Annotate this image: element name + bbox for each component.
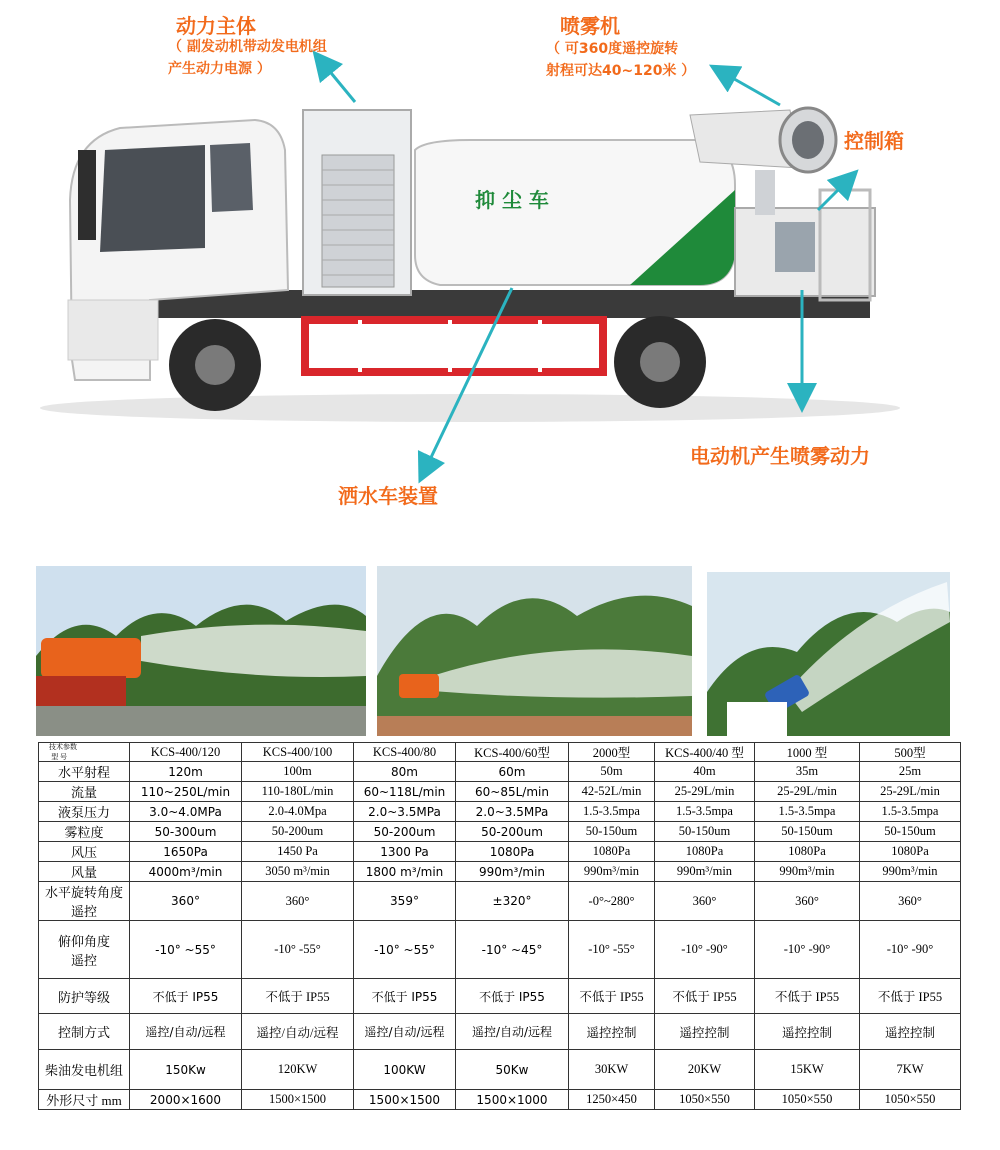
photo-fog-cannon-3 xyxy=(707,572,950,736)
table-cell: 990m³/min xyxy=(860,862,961,882)
table-cell: 不低于 IP55 xyxy=(354,979,456,1014)
table-cell: 50-300um xyxy=(130,822,242,842)
table-cell: 1800 m³/min xyxy=(354,862,456,882)
table-cell: 360° xyxy=(242,882,354,921)
table-cell: 不低于 IP55 xyxy=(860,979,961,1014)
table-cell: 25-29L/min xyxy=(860,782,961,802)
table-cell: 50-150um xyxy=(569,822,655,842)
row-label: 外形尺寸 mm xyxy=(39,1090,130,1110)
table-cell: 100KW xyxy=(354,1050,456,1090)
table-cell: 150Kw xyxy=(130,1050,242,1090)
model-header: KCS-400/60型 xyxy=(456,743,569,762)
table-cell: 不低于 IP55 xyxy=(242,979,354,1014)
table-cell: 遥控/自动/远程 xyxy=(130,1014,242,1050)
table-cell: 50m xyxy=(569,762,655,782)
table-cell: 1500×1000 xyxy=(456,1090,569,1110)
table-cell: 1.5-3.5mpa xyxy=(655,802,755,822)
table-cell: 80m xyxy=(354,762,456,782)
model-header: KCS-400/100 xyxy=(242,743,354,762)
callout-power-title: 动力主体 xyxy=(176,14,256,38)
table-cell: 360° xyxy=(655,882,755,921)
table-cell: 110~250L/min xyxy=(130,782,242,802)
table-cell: 40m xyxy=(655,762,755,782)
table-cell: 2.0~3.5MPa xyxy=(354,802,456,822)
table-cell: ±320° xyxy=(456,882,569,921)
table-cell: 100m xyxy=(242,762,354,782)
row-label: 柴油发电机组 xyxy=(39,1050,130,1090)
callout-power-desc-1: （ 副发动机带动发电机组 xyxy=(168,39,327,55)
table-cell: 1500×1500 xyxy=(242,1090,354,1110)
table-cell: 50Kw xyxy=(456,1050,569,1090)
table-cell: 360° xyxy=(755,882,860,921)
table-cell: -10° ~55° xyxy=(130,921,242,979)
callout-motor: 电动机产生喷雾动力 xyxy=(690,444,870,468)
arrow-power xyxy=(322,62,355,102)
model-header: KCS-400/80 xyxy=(354,743,456,762)
table-cell: 50-200um xyxy=(354,822,456,842)
table-cell: 1080Pa xyxy=(569,842,655,862)
callout-sprinkler: 洒水车装置 xyxy=(338,484,438,508)
table-row xyxy=(39,782,961,802)
model-header: KCS-400/40 型 xyxy=(655,743,755,762)
table-corner-cell xyxy=(39,743,130,762)
table-cell: 20KW xyxy=(655,1050,755,1090)
table-cell: 1050×550 xyxy=(655,1090,755,1110)
table-cell: 120KW xyxy=(242,1050,354,1090)
table-cell: 25m xyxy=(860,762,961,782)
table-cell: 1300 Pa xyxy=(354,842,456,862)
table-cell: 4000m³/min xyxy=(130,862,242,882)
table-row xyxy=(39,921,961,979)
table-cell: 359° xyxy=(354,882,456,921)
spec-table xyxy=(38,742,961,1110)
table-cell: 120m xyxy=(130,762,242,782)
table-cell: 25-29L/min xyxy=(755,782,860,802)
corner-label-params: 技术参数 xyxy=(49,743,77,751)
table-cell: 1.5-3.5mpa xyxy=(569,802,655,822)
table-row xyxy=(39,882,961,921)
table-cell: 50-150um xyxy=(755,822,860,842)
table-cell: 不低于 IP55 xyxy=(655,979,755,1014)
table-cell: 1.5-3.5mpa xyxy=(860,802,961,822)
table-cell: 35m xyxy=(755,762,860,782)
table-row xyxy=(39,1090,961,1110)
table-cell: -0°~280° xyxy=(569,882,655,921)
table-cell: 1250×450 xyxy=(569,1090,655,1110)
row-label: 俯仰角度 遥控 xyxy=(39,921,130,979)
callout-sprayer-title: 喷雾机 xyxy=(560,14,620,38)
table-cell: 1080Pa xyxy=(456,842,569,862)
table-cell: -10° -90° xyxy=(860,921,961,979)
table-cell: 7KW xyxy=(860,1050,961,1090)
model-header: KCS-400/120 xyxy=(130,743,242,762)
table-cell: 1450 Pa xyxy=(242,842,354,862)
table-cell: 2000×1600 xyxy=(130,1090,242,1110)
table-cell: 360° xyxy=(130,882,242,921)
table-row xyxy=(39,802,961,822)
table-cell: 1050×550 xyxy=(755,1090,860,1110)
table-cell: 3.0~4.0MPa xyxy=(130,802,242,822)
row-label: 雾粒度 xyxy=(39,822,130,842)
table-cell: -10° ~55° xyxy=(354,921,456,979)
table-cell: -10° -90° xyxy=(655,921,755,979)
table-cell: 1500×1500 xyxy=(354,1090,456,1110)
table-cell: 1080Pa xyxy=(755,842,860,862)
table-cell: 60m xyxy=(456,762,569,782)
photo-fog-cannon-1 xyxy=(36,566,366,736)
table-cell: -10° -90° xyxy=(755,921,860,979)
table-cell: 1.5-3.5mpa xyxy=(755,802,860,822)
row-label: 控制方式 xyxy=(39,1014,130,1050)
row-label: 风量 xyxy=(39,862,130,882)
table-cell: 30KW xyxy=(569,1050,655,1090)
row-label: 液泵压力 xyxy=(39,802,130,822)
table-row xyxy=(39,862,961,882)
table-cell: 990m³/min xyxy=(456,862,569,882)
table-cell: 50-150um xyxy=(860,822,961,842)
arrow-sprayer xyxy=(722,72,780,105)
table-cell: 2.0-4.0Mpa xyxy=(242,802,354,822)
model-header: 500型 xyxy=(860,743,961,762)
table-cell: 不低于 IP55 xyxy=(130,979,242,1014)
row-label: 风压 xyxy=(39,842,130,862)
table-cell: 1080Pa xyxy=(860,842,961,862)
table-cell: 不低于 IP55 xyxy=(755,979,860,1014)
callout-control-box: 控制箱 xyxy=(844,129,904,153)
photo-fog-cannon-2 xyxy=(377,566,692,736)
table-cell: 990m³/min xyxy=(655,862,755,882)
arrow-sprinkler xyxy=(425,288,512,470)
table-cell: 25-29L/min xyxy=(655,782,755,802)
table-cell: 遥控/自动/远程 xyxy=(354,1014,456,1050)
table-cell: 遥控控制 xyxy=(755,1014,860,1050)
table-row xyxy=(39,762,961,782)
table-cell: 42-52L/min xyxy=(569,782,655,802)
table-cell: 3050 m³/min xyxy=(242,862,354,882)
model-header: 1000 型 xyxy=(755,743,860,762)
callout-power-desc-2: 产生动力电源 ） xyxy=(168,61,271,77)
table-cell: 15KW xyxy=(755,1050,860,1090)
callout-sprayer-desc-2: 射程可达40~120米 ） xyxy=(546,63,696,79)
table-row xyxy=(39,1050,961,1090)
table-cell: 50-150um xyxy=(655,822,755,842)
table-row xyxy=(39,979,961,1014)
table-cell: 50-200um xyxy=(242,822,354,842)
table-cell: 60~85L/min xyxy=(456,782,569,802)
table-cell: 1650Pa xyxy=(130,842,242,862)
callout-sprayer-desc-1: （ 可360度遥控旋转 xyxy=(546,41,679,57)
table-cell: 360° xyxy=(860,882,961,921)
table-cell: 990m³/min xyxy=(569,862,655,882)
table-header-row xyxy=(39,743,961,762)
table-cell: 不低于 IP55 xyxy=(569,979,655,1014)
table-row xyxy=(39,822,961,842)
table-cell: -10° ~45° xyxy=(456,921,569,979)
table-cell: 不低于 IP55 xyxy=(456,979,569,1014)
table-cell: -10° -55° xyxy=(242,921,354,979)
table-cell: 1050×550 xyxy=(860,1090,961,1110)
table-cell: 遥控控制 xyxy=(860,1014,961,1050)
corner-label-model: 型 号 xyxy=(51,753,67,761)
table-cell: 990m³/min xyxy=(755,862,860,882)
row-label: 流量 xyxy=(39,782,130,802)
row-label: 水平旋转角度 遥控 xyxy=(39,882,130,921)
table-cell: 110-180L/min xyxy=(242,782,354,802)
table-cell: -10° -55° xyxy=(569,921,655,979)
tank-lettering: 抑 尘 车 xyxy=(475,188,549,212)
table-row xyxy=(39,1014,961,1050)
table-cell: 1080Pa xyxy=(655,842,755,862)
table-cell: 60~118L/min xyxy=(354,782,456,802)
table-row xyxy=(39,842,961,862)
row-label: 水平射程 xyxy=(39,762,130,782)
table-cell: 遥控/自动/远程 xyxy=(456,1014,569,1050)
table-cell: 50-200um xyxy=(456,822,569,842)
model-header: 2000型 xyxy=(569,743,655,762)
arrow-control-box xyxy=(818,180,848,210)
table-cell: 遥控/自动/远程 xyxy=(242,1014,354,1050)
table-cell: 遥控控制 xyxy=(655,1014,755,1050)
table-cell: 2.0~3.5MPa xyxy=(456,802,569,822)
row-label: 防护等级 xyxy=(39,979,130,1014)
table-cell: 遥控控制 xyxy=(569,1014,655,1050)
